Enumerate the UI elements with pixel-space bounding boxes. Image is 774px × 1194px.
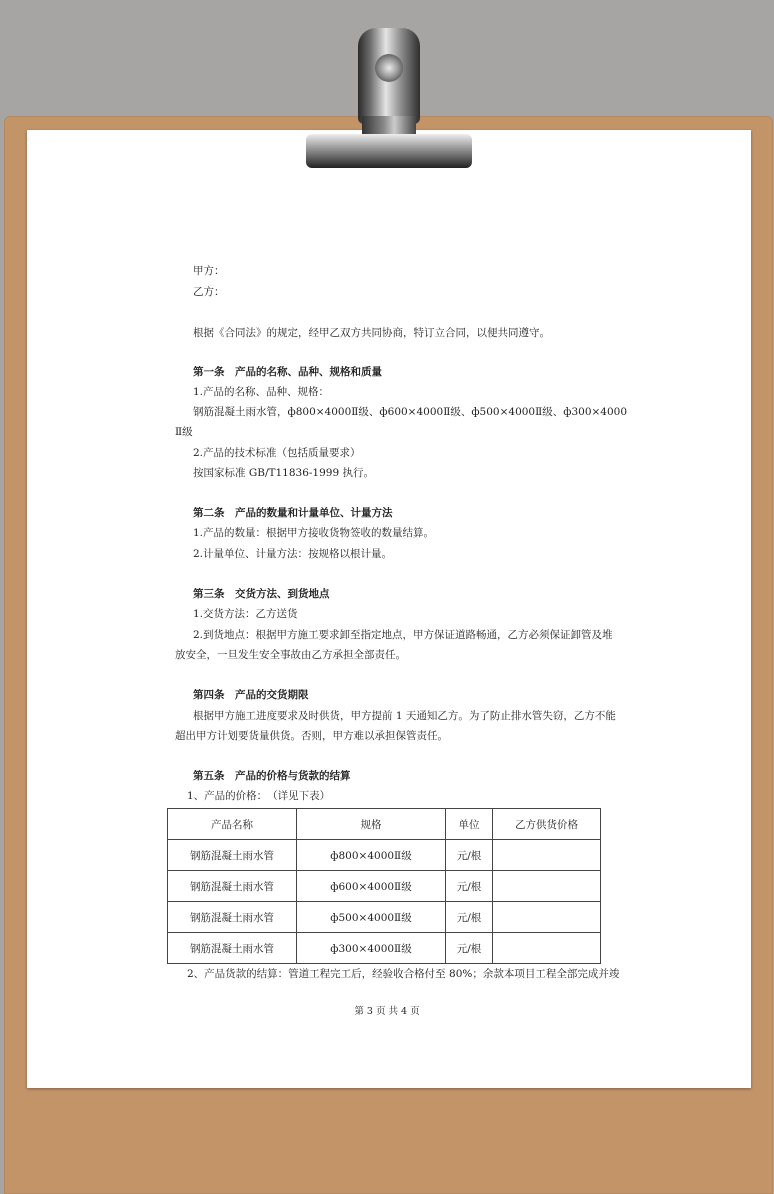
article-4-line: 根据甲方施工进度要求及时供货，甲方提前 1 天通知乙方。为了防止排水管失窃，乙方不能 xyxy=(193,710,616,722)
article-1-line: 1.产品的名称、品种、规格： xyxy=(193,386,330,398)
table-cell: 钢筋混凝土雨水管 xyxy=(168,871,297,902)
table-cell: ф800×4000Ⅱ级 xyxy=(297,840,446,871)
table-cell: 钢筋混凝土雨水管 xyxy=(168,902,297,933)
table-header-cell: 乙方供货价格 xyxy=(493,809,601,840)
table-row xyxy=(168,871,601,902)
party-a-label: 甲方： xyxy=(193,265,225,277)
article-1-line: 按国家标准 GB/T11836-1999 执行。 xyxy=(193,467,374,479)
article-1-title: 第一条 产品的名称、品种、规格和质量 xyxy=(193,366,382,378)
article-2-line: 2.计量单位、计量方法：按规格以根计量。 xyxy=(193,548,393,560)
table-cell: ф500×4000Ⅱ级 xyxy=(297,902,446,933)
table-cell: 钢筋混凝土雨水管 xyxy=(168,840,297,871)
article-4-title: 第四条 产品的交货期限 xyxy=(193,689,309,701)
table-row xyxy=(168,902,601,933)
article-1-line: Ⅱ级 xyxy=(175,426,193,438)
article-3-line: 2.到货地点：根据甲方施工要求卸至指定地点，甲方保证道路畅通，乙方必须保证卸管及堆 xyxy=(193,629,613,641)
price-table xyxy=(167,808,601,964)
table-row xyxy=(168,933,601,964)
table-cell: 元/根 xyxy=(446,871,493,902)
table-header-cell: 产品名称 xyxy=(168,809,297,840)
article-4-line: 超出甲方计划要货量供货。否则，甲方难以承担保管责任。 xyxy=(175,730,448,742)
table-cell: 元/根 xyxy=(446,840,493,871)
article-5-line: 1、产品的价格： （详见下表） xyxy=(187,790,331,802)
table-cell: 元/根 xyxy=(446,933,493,964)
page-number-footer: 第 3 页 共 4 页 xyxy=(354,1006,420,1017)
table-cell: 钢筋混凝土雨水管 xyxy=(168,933,297,964)
table-header-row xyxy=(168,809,601,840)
article-3-line: 1.交货方法：乙方送货 xyxy=(193,608,298,620)
table-row xyxy=(168,840,601,871)
article-1-line: 钢筋混凝土雨水管，ф800×4000Ⅱ级、ф600×4000Ⅱ级、ф500×4000Ⅱ级、ф300×4000 xyxy=(193,406,628,418)
binder-clip xyxy=(298,24,478,176)
party-b-label: 乙方： xyxy=(193,286,225,298)
table-header-cell: 规格 xyxy=(297,809,446,840)
article-5-title: 第五条 产品的价格与货款的结算 xyxy=(193,770,351,782)
table-cell xyxy=(493,902,601,933)
table-header-cell: 单位 xyxy=(446,809,493,840)
article-3-title: 第三条 交货方法、到货地点 xyxy=(193,588,330,600)
table-cell xyxy=(493,871,601,902)
article-2-line: 1.产品的数量：根据甲方接收货物签收的数量结算。 xyxy=(193,527,435,539)
table-cell: ф600×4000Ⅱ级 xyxy=(297,871,446,902)
intro-paragraph: 根据《合同法》的规定，经甲乙双方共同协商，特订立合同，以便共同遵守。 xyxy=(193,327,550,339)
article-2-title: 第二条 产品的数量和计量单位、计量方法 xyxy=(193,507,393,519)
article-1-line: 2.产品的技术标准（包括质量要求） xyxy=(193,447,361,459)
table-cell: 元/根 xyxy=(446,902,493,933)
article-5-line: 2、产品货款的结算：管道工程完工后，经验收合格付至 80%；余款本项目工程全部完成并竣 xyxy=(187,968,620,980)
table-cell xyxy=(493,840,601,871)
table-cell: ф300×4000Ⅱ级 xyxy=(297,933,446,964)
table-cell xyxy=(493,933,601,964)
article-3-line: 放安全，一旦发生安全事故由乙方承担全部责任。 xyxy=(175,649,406,661)
